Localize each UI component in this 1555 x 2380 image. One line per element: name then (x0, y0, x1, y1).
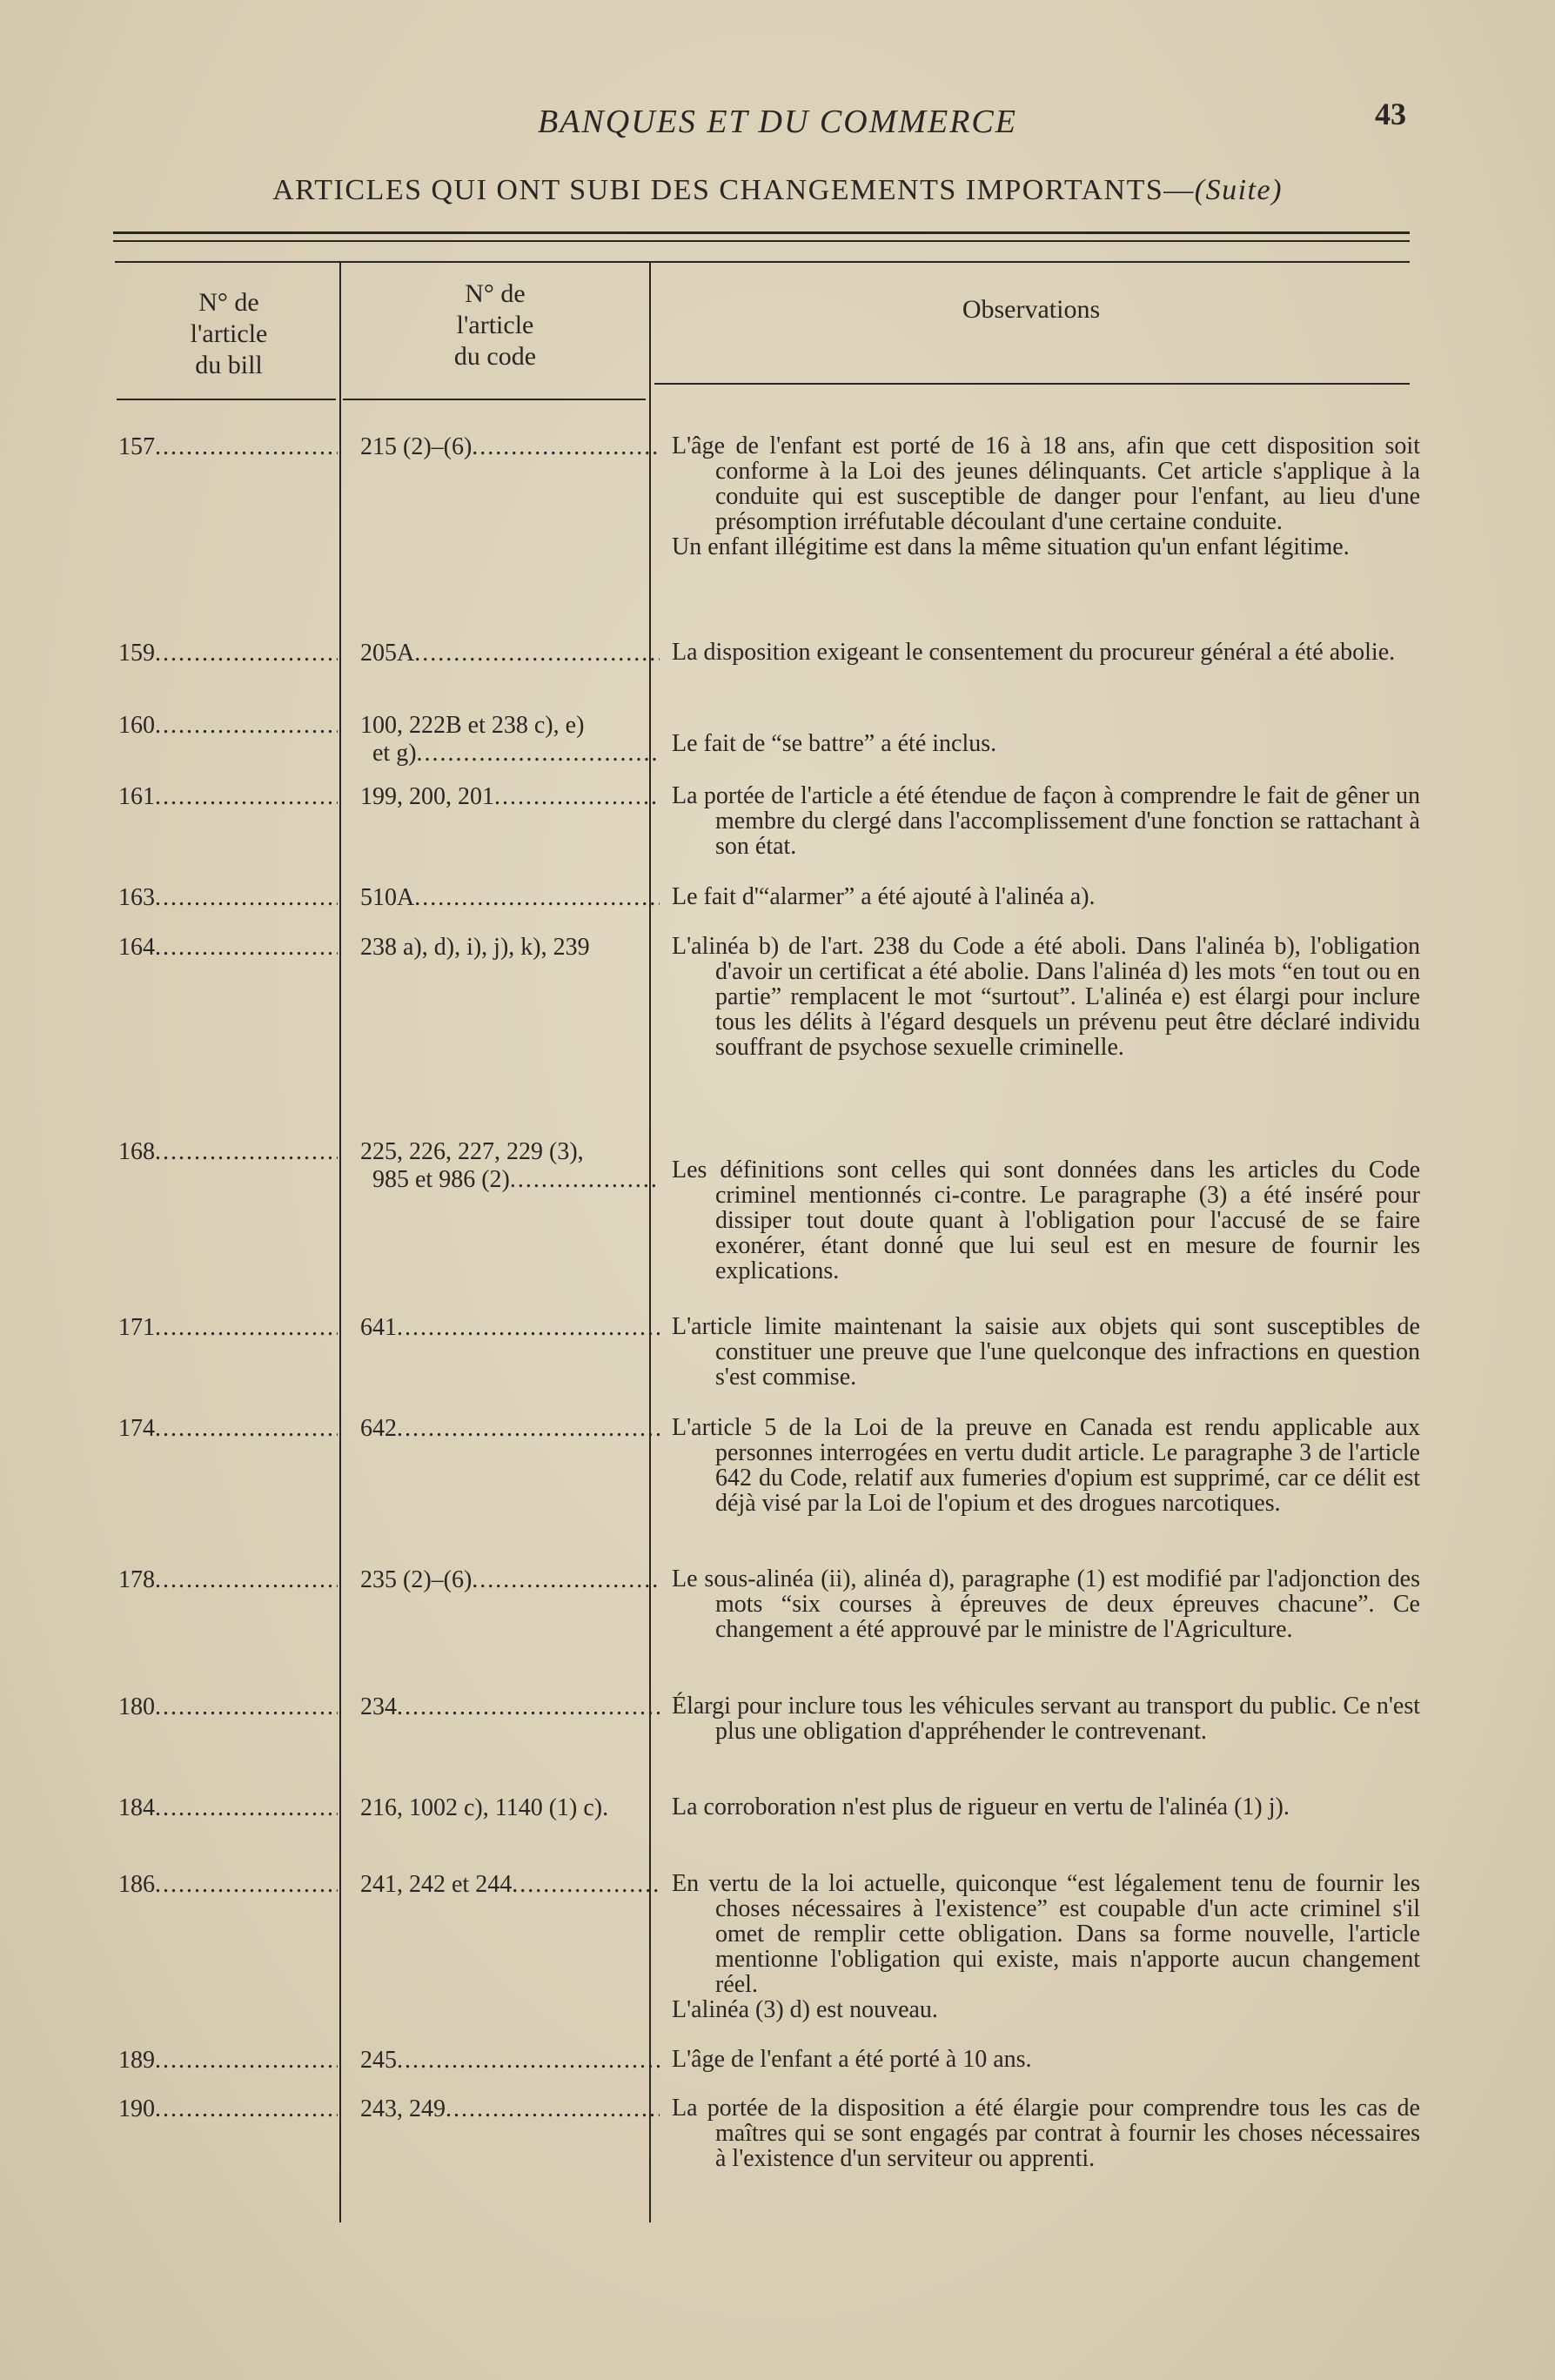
code-article: 215 (2)–(6) ..... (360, 433, 660, 461)
code-article: 199, 200, 201 ..... (360, 783, 660, 811)
code-article (360, 1138, 660, 1194)
observation (672, 1415, 1420, 1516)
observation-paragraph: L'article 5 de la Loi de la preuve en Canada est rendu applicable aux personnes interrogées en vertu dudit article. Le paragraphe 3 de l'article 642 du Code, relatif aux fumeries d'opium est supprimé, car ce délit est déjà visé par la Loi de l'opium et des drogues narcotiques. (672, 1414, 1420, 1517)
observation-paragraph: Le sous-alinéa (ii), alinéa d), paragraphe (1) est modifié par l'adjonction des mots “six courses à épreuves de deux épreuves chacune”. Ce changement a été approuvé par le ministre de l'Agriculture. (672, 1565, 1420, 1643)
observation-paragraph: Le fait d'“alarmer” a été ajouté à l'alinéa a). (672, 883, 1096, 910)
bill-article: 163 ..... (118, 884, 338, 912)
observation (672, 934, 1420, 1060)
observation (672, 640, 1420, 665)
bill-article: 180 ..... (118, 1693, 338, 1721)
bill-article: 171 ..... (118, 1314, 338, 1342)
observation (672, 1157, 1420, 1284)
observation (672, 1871, 1420, 2022)
header-rule-bill (117, 399, 336, 400)
observation-paragraph: La corroboration n'est plus de rigueur en vertu de l'alinéa (1) j). (672, 1793, 1290, 1820)
column-header-bill-line: du bill (195, 351, 263, 379)
observation-paragraph: L'article limite maintenant la saisie aux objets qui sont susceptibles de constituer une preuve que l'une quelconque des infractions en question s'est commise. (672, 1313, 1420, 1391)
code-article: 642 ..... (360, 1415, 660, 1443)
bill-article: 174 ..... (118, 1415, 338, 1443)
code-article: 243, 249 ..... (360, 2095, 660, 2123)
title-rule-thin (113, 240, 1410, 242)
observation (672, 2047, 1420, 2072)
column-header-code-line: N° de (465, 279, 526, 308)
observation (672, 433, 1420, 560)
bill-article: 189 ..... (118, 2047, 338, 2075)
title-rule-thick (113, 231, 1410, 234)
observation-paragraph: L'alinéa (3) d) est nouveau. (672, 1996, 938, 2023)
code-article: 216, 1002 c), 1140 (1) c). (360, 1794, 609, 1821)
table-title-text: ARTICLES QUI ONT SUBI DES CHANGEMENTS IMPORTANTS— (272, 174, 1195, 206)
observation-paragraph: Élargi pour inclure tous les véhicules servant au transport du public. Ce n'est plus une obligation d'appréhender le contrevenant. (672, 1693, 1420, 1745)
code-article: 205A ..... (360, 640, 660, 667)
observation-paragraph: L'alinéa b) de l'art. 238 du Code a été aboli. Dans l'alinéa b), l'obligation d'avoir un certificat a été abolie. Dans l'alinéa d) les mots “en tout ou en partie” remplacent le mot “surtout”. L'alinéa e) est élargi pour inclure tous les délits à l'égard desquels un prévenu peut être déclaré individu souffrant de psychose sexuelle criminelle. (672, 933, 1420, 1061)
code-article: 641 ..... (360, 1314, 660, 1342)
bill-article: 164 ..... (118, 934, 338, 962)
code-article: 241, 242 et 244 ..... (360, 1871, 660, 1899)
column-divider-1 (339, 263, 341, 2222)
column-header-observations: Observations (962, 295, 1101, 324)
bill-article: 159 ..... (118, 640, 338, 667)
column-header-bill-line: N° de (198, 288, 259, 317)
bill-article: 157 ..... (118, 433, 338, 461)
bill-article: 190 ..... (118, 2095, 338, 2123)
page-number: 43 (1375, 97, 1406, 131)
observation-paragraph: La portée de l'article a été étendue de façon à comprendre le fait de gêner un membre du clergé dans l'accomplissement d'une fonction se rattachant à son état. (672, 782, 1420, 860)
observation-paragraph: Les définitions sont celles qui sont données dans les articles du Code criminel mentionnés ci-contre. Le paragraphe (3) a été inséré pour dissiper tout doute quant à l'obligation pour l'accusé de se faire exonérer, étant donné que lui seul est en mesure de fournir les explications. (672, 1156, 1420, 1284)
code-article: 510A ..... (360, 884, 660, 912)
column-header-code-line: l'article (456, 311, 534, 339)
bill-article: 168 ..... (118, 1138, 338, 1166)
table-title (0, 174, 1555, 207)
code-article (360, 712, 660, 768)
observation (672, 1566, 1420, 1642)
observation (672, 1794, 1420, 1820)
observation (672, 2095, 1420, 2171)
column-header-code (345, 278, 646, 372)
code-article: 235 (2)–(6) ..... (360, 1566, 660, 1594)
bill-article: 186 ..... (118, 1871, 338, 1899)
column-header-bill (122, 287, 336, 381)
table-top-rule (115, 261, 1410, 263)
code-article-line: 100, 222B et 238 c), e) (360, 712, 585, 739)
observation-paragraph: L'âge de l'enfant est porté de 16 à 18 ans, afin que cett disposition soit conforme à la Loi des jeunes délinquants. Cet article s'applique à la conduite qui est susceptible de danger pour l'enfant, au lieu d'une présomption irréfutable découlant d'une certaine conduite. (672, 432, 1420, 535)
observation (672, 884, 1420, 909)
code-article-line: 225, 226, 227, 229 (3), (360, 1138, 584, 1165)
bill-article: 160 ..... (118, 712, 338, 740)
code-article: 238 a), d), i), j), k), 239 (360, 934, 590, 961)
column-header-bill-line: l'article (190, 319, 268, 348)
column-divider-2 (649, 263, 651, 2222)
bill-article: 178 ..... (118, 1566, 338, 1594)
observation (672, 783, 1420, 859)
observation-paragraph: La disposition exigeant le consentement du procureur général a été abolie. (672, 639, 1396, 666)
code-article-line: 985 et 986 (2) ..... (360, 1166, 660, 1194)
observation-paragraph: Le fait de “se battre” a été inclus. (672, 730, 997, 757)
observation-paragraph: Un enfant illégitime est dans la même situation qu'un enfant légitime. (672, 533, 1350, 560)
header-rule-observations (654, 383, 1410, 385)
running-head: BANQUES ET DU COMMERCE (538, 104, 1017, 140)
table-title-suite: (Suite) (1194, 174, 1283, 206)
code-article: 245 ..... (360, 2047, 660, 2075)
code-article-line: et g) ..... (360, 740, 660, 768)
observation (672, 731, 1420, 756)
column-header-code-line: du code (453, 342, 537, 371)
bill-article: 184 ..... (118, 1794, 338, 1822)
bill-article: 161 ..... (118, 783, 338, 811)
observation (672, 1693, 1420, 1744)
observation-paragraph: La portée de la disposition a été élargie pour comprendre tous les cas de maîtres qui se sont engagés par contrat à fournir les choses nécessaires à l'existence d'un serviteur ou apprenti. (672, 2095, 1420, 2172)
observation (672, 1314, 1420, 1390)
observation-paragraph: En vertu de la loi actuelle, quiconque “est légalement tenu de fournir les choses nécessaires à l'existence” est coupable d'un acte criminel s'il omet de remplir cette obligation. Dans sa forme nouvelle, l'article mentionne l'obligation qui existe, mais n'apporte aucun changement réel. (672, 1870, 1420, 1998)
code-article: 234 ..... (360, 1693, 660, 1721)
header-rule-code (343, 399, 646, 400)
observation-paragraph: L'âge de l'enfant a été porté à 10 ans. (672, 2046, 1032, 2073)
